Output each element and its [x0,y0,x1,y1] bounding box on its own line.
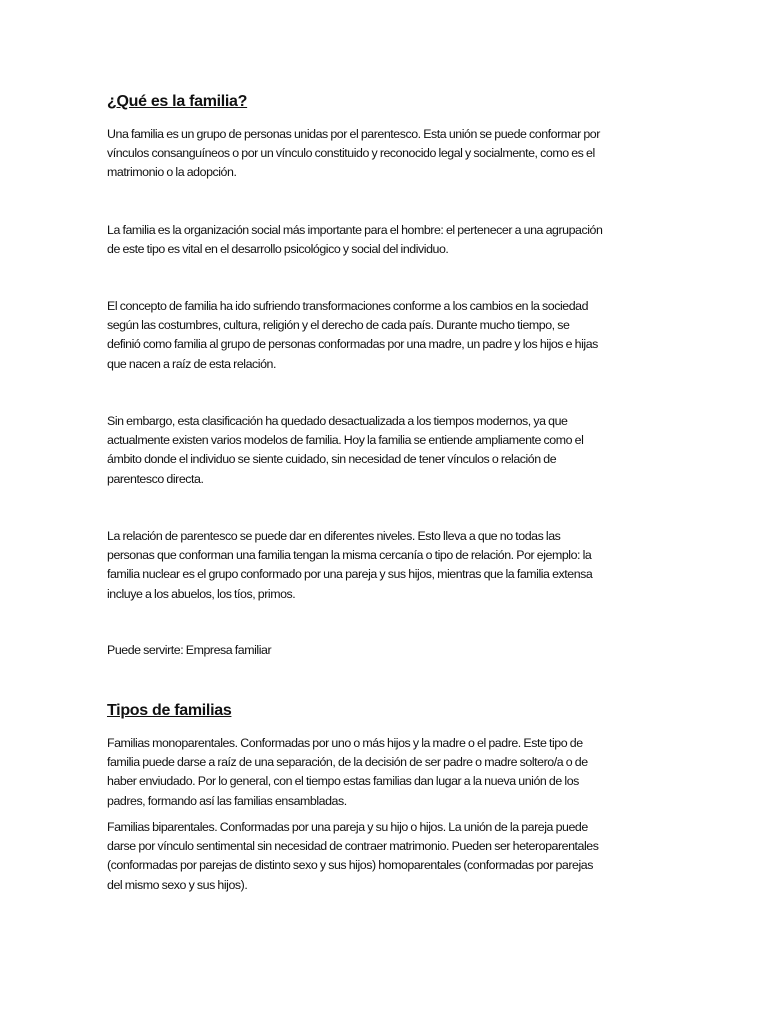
paragraph-relacion-parentesco [107,527,667,604]
text-line: familia puede darse a raíz de una separación, de la decisión de ser padre o madre soltero/a o de [107,755,588,770]
text-line: que nacen a raíz de esta relación. [107,356,276,371]
text-line: de este tipo es vital en el desarrollo psicológico y social del individuo. [107,242,449,257]
text-line: ámbito donde el individuo se siente cuidado, sin necesidad de tener vínculos o relación de [107,452,557,467]
paragraph-monoparentales [107,734,667,811]
text-line: Familias monoparentales. Conformadas por uno o más hijos y la madre o el padre. Este tipo de [107,736,583,750]
text-line: vínculos consanguíneos o por un vínculo constituido y reconocido legal y socialmente, como es el [107,146,595,161]
text-line: matrimonio o la adopción. [107,165,237,180]
text-line: parentesco directa. [107,471,204,486]
text-line: Una familia es un grupo de personas unidas por el parentesco. Esta unión se puede conformar por [107,127,600,141]
text-line: Sin embargo, esta clasificación ha quedado desactualizada a los tiempos modernos, ya que [107,414,568,428]
heading-que-es-la-familia: ¿Qué es la familia? [107,93,248,110]
paragraph-concepto [107,297,667,374]
text-line: personas que conforman una familia tengan la misma cercanía o tipo de relación. Por ejemplo: la [107,548,592,563]
text-line: actualmente existen varios modelos de familia. Hoy la familia se entiende ampliamente como el [107,433,584,448]
text-line: El concepto de familia ha ido sufriendo transformaciones conforme a los cambios en la sociedad [107,299,589,313]
text-line: (conformadas por parejas de distinto sexo y sus hijos) homoparentales (conformadas por parejas [107,858,593,873]
text-line: incluye a los abuelos, los tíos, primos. [107,586,296,601]
text-line: Puede servirte: Empresa familiar [107,643,272,657]
text-line: del mismo sexo y sus hijos). [107,877,248,892]
heading-tipos-de-familias: Tipos de familias [107,702,232,719]
text-line: familia nuclear es el grupo conformado por una pareja y sus hijos, mientras que la familia extensa [107,567,593,582]
text-line: La relación de parentesco se puede dar en diferentes niveles. Esto lleva a que no todas las [107,529,561,543]
text-line: darse por vínculo sentimental sin necesidad de contraer matrimonio. Pueden ser heteroparentales [107,839,599,854]
paragraph-sin-embargo [107,412,667,489]
text-line: definió como familia al grupo de personas conformadas por una madre, un padre y los hijos e hijas [107,337,598,352]
text-line: La familia es la organización social más importante para el hombre: el pertenecer a una agrupación [107,223,603,237]
text-line: haber enviudado. Por lo general, con el tiempo estas familias dan lugar a la nueva unión de los [107,774,579,789]
text-line: Familias biparentales. Conformadas por una pareja y su hijo o hijos. La unión de la pareja puede [107,820,588,834]
paragraph-organizacion-social [107,221,667,259]
paragraph-definicion [107,125,667,183]
paragraph-biparentales [107,818,667,895]
paragraph-puede-servirte [107,641,667,660]
text-line: según las costumbres, cultura, religión y el derecho de cada país. Durante mucho tiempo, se [107,318,570,333]
text-line: padres, formando así las familias ensambladas. [107,793,347,808]
